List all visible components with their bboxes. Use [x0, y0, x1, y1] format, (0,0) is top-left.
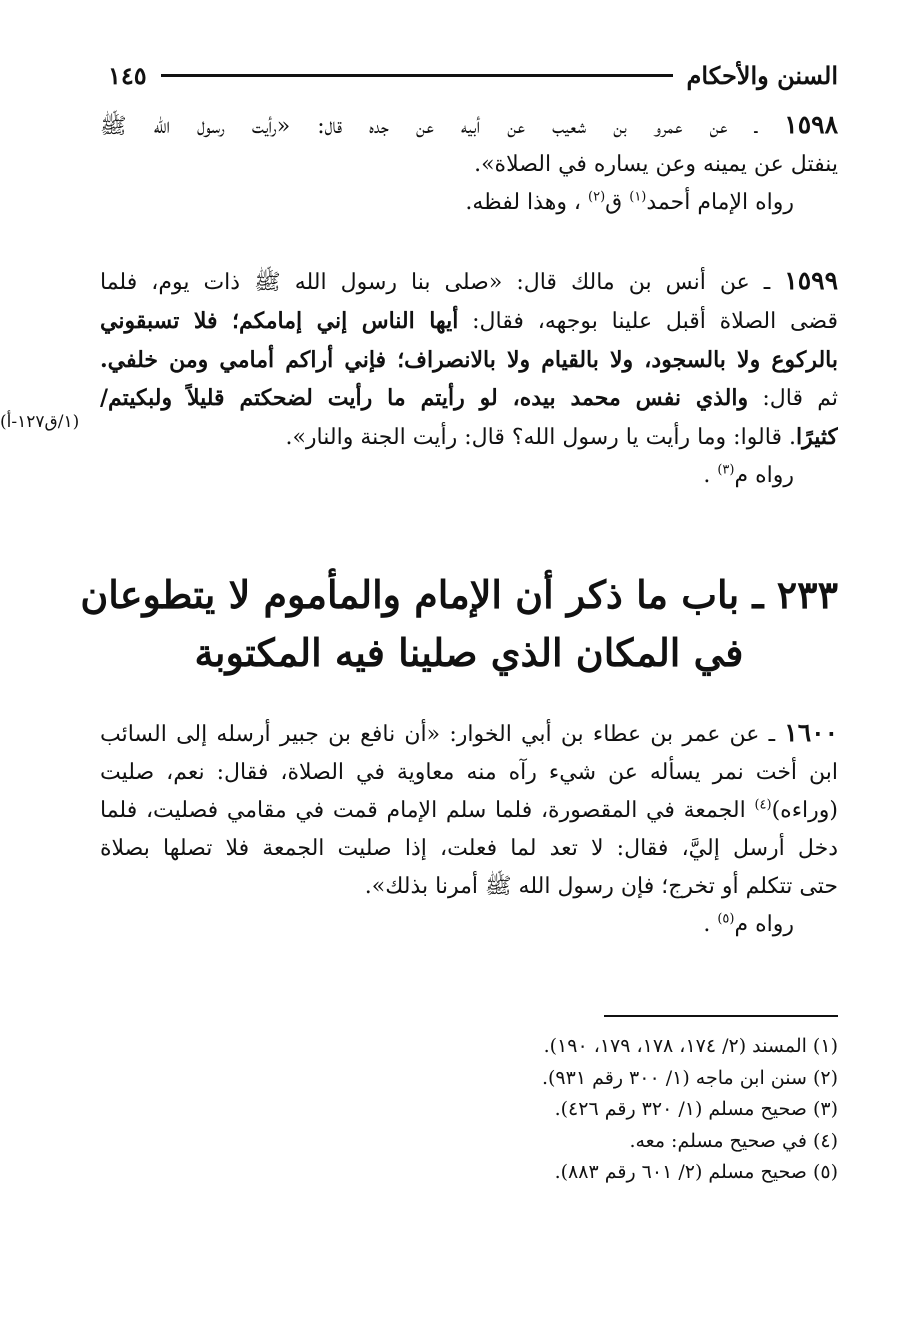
footnote-ref-2[interactable]: (٢)	[588, 189, 606, 205]
hadith-1598-line-2: ينفتل عن يمينه وعن يساره في الصلاة».	[474, 152, 838, 177]
hadith-1598-source: رواه الإمام أحمد$^{(١)}$ ق$^{(٢)}$ ، وهذا لفظه.	[465, 189, 794, 215]
hadith-1599-line-5: كثيرًا. قالوا: وما رأيت يا رسول الله؟ قال: رأيت الجنة والنار».	[285, 424, 838, 450]
chapter-heading	[80, 566, 838, 682]
hadith-1599-source: رواه م$^{(٣)}$ .	[703, 462, 794, 488]
footnote-ref-1[interactable]: (١)	[629, 189, 647, 205]
hadith-number: ١٥٩٩	[784, 266, 838, 295]
running-title: السنن والأحكام	[686, 60, 838, 90]
hadith-1600-line-1	[100, 714, 838, 754]
hadith-1599-line-3: بالركوع ولا بالسجود، ولا بالقيام ولا بالانصراف؛ فإني أراكم أمامي ومن خلفي.	[100, 347, 838, 373]
hadith-1598-line-1	[100, 106, 838, 146]
hadith-1599-line-1	[100, 262, 838, 302]
hadith-number: ١٥٩٨	[784, 110, 838, 139]
hadith-1600-line-2: ابن أخت نمر يسأله عن شيء رآه منه معاوية في الصلاة، فقال: نعم، صليت	[100, 760, 838, 785]
hadith-1600-line-5: حتى تتكلم أو تخرج؛ فإن رسول الله ﷺ أمرنا بذلك».	[364, 874, 838, 899]
hadith-text: ـ عن عمر بن عطاء بن أبي الخوار: «أن نافع بن جبير أرسله إلى السائب	[100, 722, 776, 747]
footnote-2: (٢) سنن ابن ماجه (١/ ٣٠٠ رقم ٩٣١).	[541, 1066, 838, 1089]
footnote-5: (٥) صحيح مسلم (٢/ ٦٠١ رقم ٨٨٣).	[554, 1161, 838, 1183]
footnote-ref-5[interactable]: (٥)	[717, 911, 735, 927]
hadith-text: ـ عن عمرو بن شعيب عن أبيه عن جده قال: «رأيت رسول الله ﷺ	[100, 114, 758, 139]
hadith-1600-line-4: دخل أرسل إليَّ، فقال: لا تعد لما فعلت، إذا صليت الجمعة فلا تصلها بصلاة	[100, 836, 838, 861]
footnote-list	[100, 1031, 838, 1189]
footnote-1: (١) المسند (٢/ ١٧٤، ١٧٨، ١٧٩، ١٩٠).	[543, 1035, 838, 1057]
footnote-ref-4[interactable]: (٤)	[754, 797, 772, 813]
hadith-1599-line-4: ثم قال: والذي نفس محمد بيده، لو رأيتم ما رأيت لضحكتم قليلاً ولبكيتم/	[100, 385, 838, 411]
hadith-text: ـ عن أنس بن مالك قال: «صلى بنا رسول الله ﷺ ذات يوم، فلما	[100, 270, 771, 295]
footnote-separator	[604, 1015, 838, 1017]
hadith-1600	[100, 714, 838, 944]
chapter-title-line-1: ٢٣٣ ـ باب ما ذكر أن الإمام والمأموم لا يتطوعان	[80, 572, 838, 617]
hadith-1598	[100, 106, 838, 222]
header-rule	[161, 74, 673, 77]
footnote-ref-3[interactable]: (٣)	[717, 462, 735, 478]
chapter-title-line-2: في المكان الذي صلينا فيه المكتوبة	[194, 630, 744, 675]
manuscript-margin-note: (١/ق١٢٧-أ)	[0, 412, 80, 432]
page-number: ١٤٥	[108, 60, 147, 90]
hadith-1599	[100, 262, 838, 495]
hadith-1600-source: رواه م$^{(٥)}$ .	[703, 911, 794, 937]
page-header	[108, 58, 838, 92]
footnote-4: (٤) في صحيح مسلم: معه.	[629, 1129, 838, 1152]
hadith-number: ١٦٠٠	[784, 718, 838, 747]
hadith-1600-line-3: (وراءه)$^{(٤)}$ الجمعة في المقصورة، فلما سلم الإمام قمت في مقامي فصليت، فلما	[100, 797, 838, 823]
footnote-3: (٣) صحيح مسلم (١/ ٣٢٠ رقم ٤٢٦).	[554, 1098, 838, 1120]
hadith-1599-line-2: قضى الصلاة أقبل علينا بوجهه، فقال: أيها الناس إني إمامكم؛ فلا تسبقوني	[100, 308, 838, 334]
